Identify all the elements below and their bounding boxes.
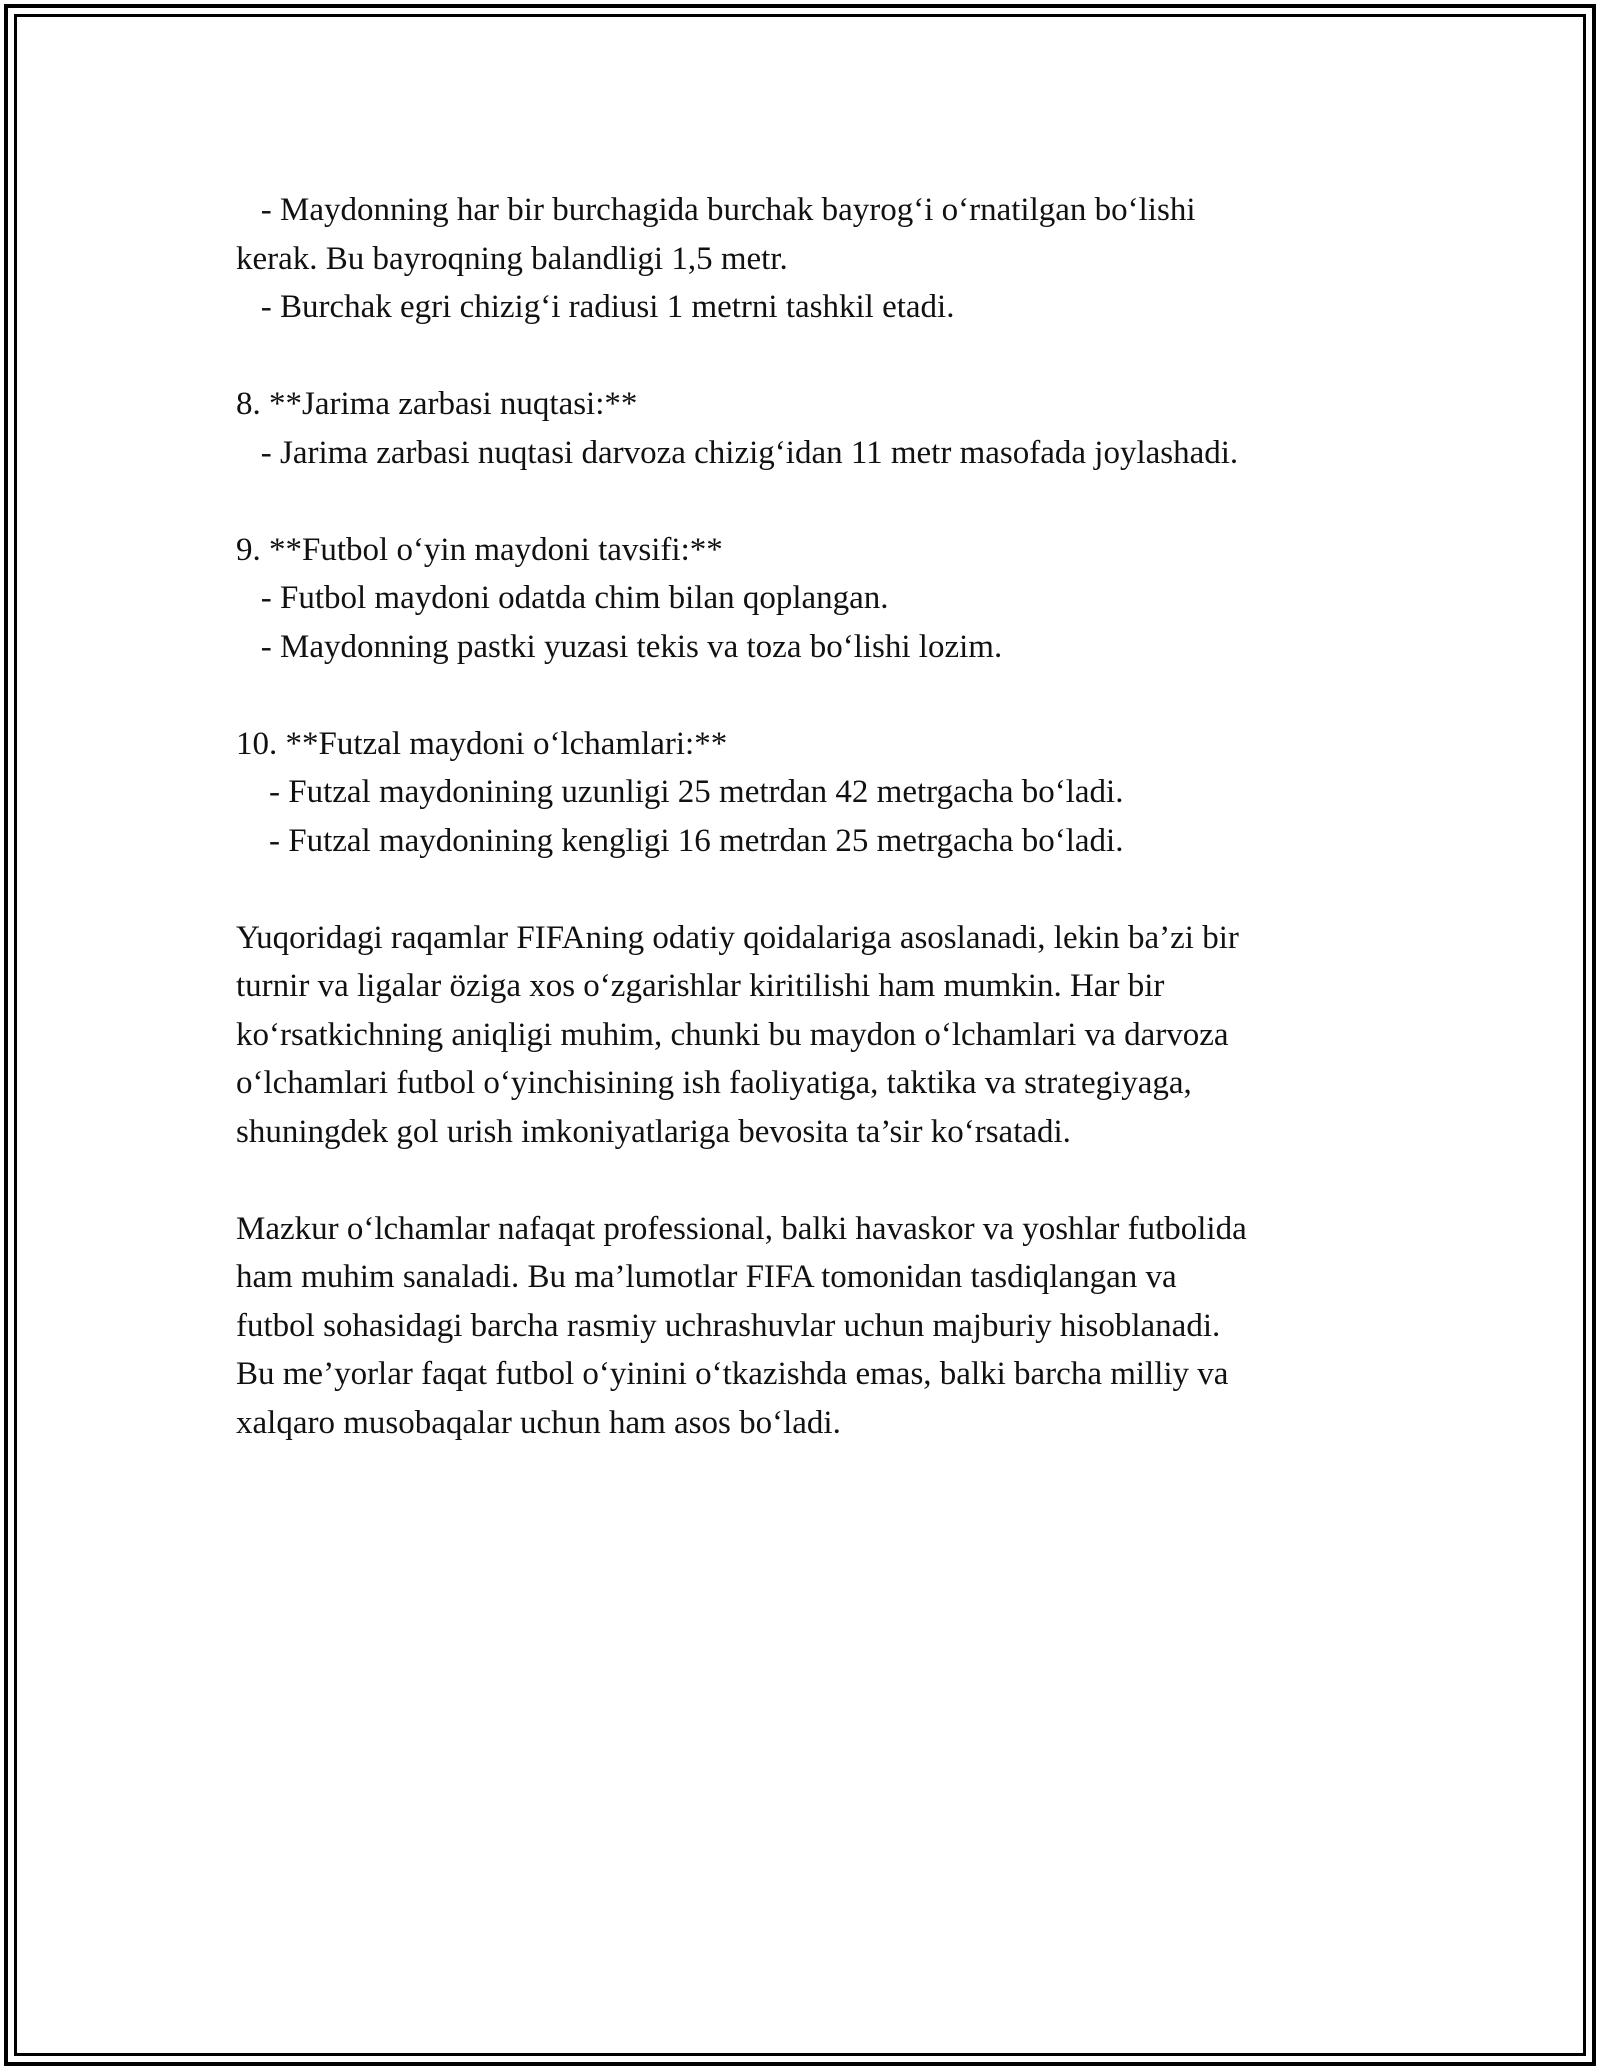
paragraph-standards [236, 1205, 1386, 1448]
paragraph-gap [236, 671, 1386, 720]
list-item: - Futzal maydonining kengligi 16 metrdan 25 metrgacha bo‘ladi. [236, 822, 1124, 859]
section-heading: 8. **Jarima zarbasi nuqtasi:** [236, 386, 638, 422]
text-line: Yuqoridagi raqamlar FIFAning odatiy qoidalariga asoslanadi, lekin ba’zi bir [236, 919, 1239, 956]
text-line: Bu me’yorlar faqat futbol o‘yinini o‘tkazishda emas, balki barcha milliy va [236, 1356, 1229, 1392]
list-item: - Futzal maydonining uzunligi 25 metrdan 42 metrgacha bo‘ladi. [236, 774, 1124, 810]
text-line: - Burchak egri chizig‘i radiusi 1 metrni tashkil etadi. [236, 289, 955, 325]
paragraph-gap [236, 332, 1386, 381]
paragraph-gap [236, 1156, 1386, 1205]
paragraph-fifa-rules [236, 914, 1386, 1157]
paragraph-gap [236, 865, 1386, 914]
text-line: o‘lchamlari futbol o‘yinchisining ish faoliyatiga, taktika va strategiyaga, [236, 1065, 1192, 1101]
text-line: ham muhim sanaladi. Bu ma’lumotlar FIFA tomonidan tasdiqlangan va [236, 1259, 1177, 1295]
text-line: shuningdek gol urish imkoniyatlariga bevosita ta’sir ko‘rsatadi. [236, 1113, 1071, 1150]
paragraph-gap [236, 477, 1386, 526]
list-item: - Maydonning pastki yuzasi tekis va toza bo‘lishi lozim. [236, 628, 1003, 665]
section-field-description [236, 526, 1386, 672]
text-line: xalqaro musobaqalar uchun ham asos bo‘ladi. [236, 1404, 841, 1441]
section-penalty-mark [236, 380, 1386, 477]
corner-flag-block [236, 186, 1386, 332]
document-body [236, 186, 1386, 1447]
text-line: ko‘rsatkichning aniqligi muhim, chunki bu maydon o‘lchamlari va darvoza [236, 1016, 1229, 1053]
list-item: - Jarima zarbasi nuqtasi darvoza chizig‘idan 11 metr masofada joylashadi. [236, 434, 1239, 471]
text-line: kerak. Bu bayroqning balandligi 1,5 metr. [236, 240, 788, 277]
section-heading: 9. **Futbol o‘yin maydoni tavsifi:** [236, 531, 723, 568]
text-line: turnir va ligalar öziga xos o‘zgarishlar kiritilishi ham mumkin. Har bir [236, 968, 1165, 1004]
text-line: Mazkur o‘lchamlar nafaqat professional, balki havaskor va yoshlar futbolida [236, 1210, 1247, 1247]
section-heading: 10. **Futzal maydoni o‘lchamlari:** [236, 725, 728, 762]
list-item: - Futbol maydoni odatda chim bilan qoplangan. [236, 580, 889, 616]
text-line: - Maydonning har bir burchagida burchak bayrog‘i o‘rnatilgan bo‘lishi [236, 192, 1196, 228]
text-line: futbol sohasidagi barcha rasmiy uchrashuvlar uchun majburiy hisoblanadi. [236, 1307, 1221, 1344]
section-futsal-dimensions [236, 720, 1386, 866]
